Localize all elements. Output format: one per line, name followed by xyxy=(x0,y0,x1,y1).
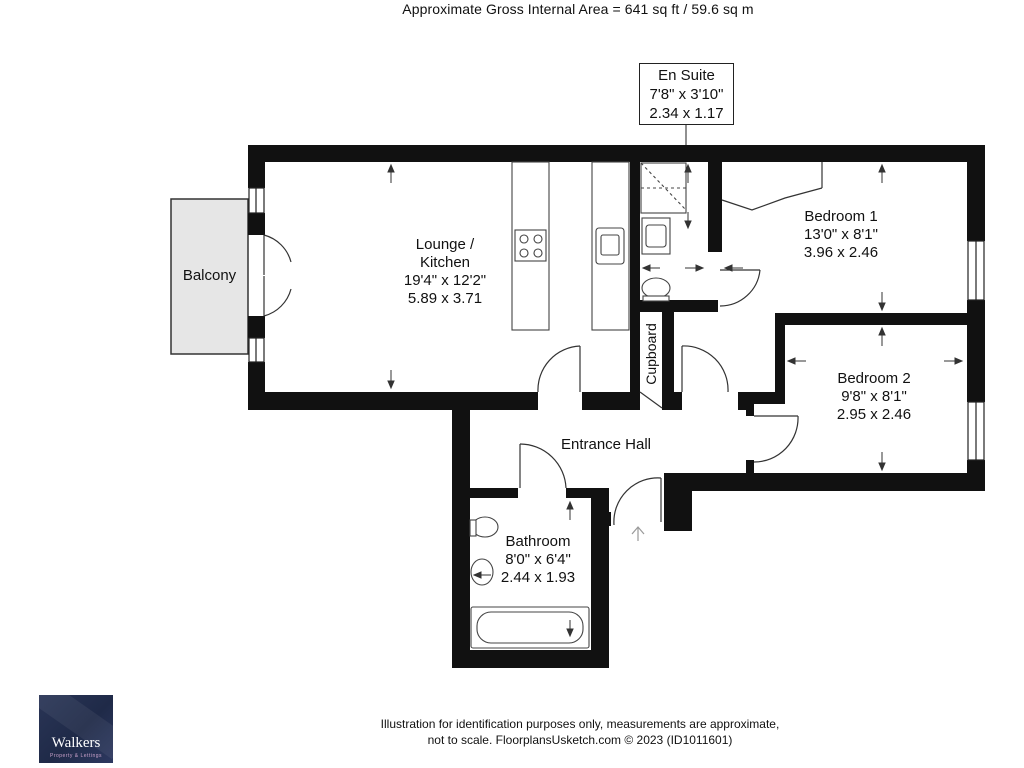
bedroom1-metric: 3.96 x 2.46 xyxy=(803,244,879,261)
bathroom-imperial: 8'0" x 6'4" xyxy=(505,551,571,568)
entrance-arrow-icon xyxy=(632,527,644,541)
disclaimer-line1: Illustration for identification purposes only, measurements are approximate, xyxy=(380,717,780,731)
bathroom-metric: 2.44 x 1.93 xyxy=(500,569,576,586)
bathroom-label xyxy=(483,533,593,587)
disclaimer-line2: not to scale. FloorplansUsketch.com © 2023 (ID1011601) xyxy=(427,733,733,747)
lounge-kitchen-label xyxy=(390,236,500,308)
balcony-name: Balcony xyxy=(182,267,237,284)
bedroom2-label xyxy=(819,370,929,424)
balcony-label xyxy=(171,267,248,285)
ensuite-metric: 2.34 x 1.17 xyxy=(649,105,724,122)
lounge-metric: 5.89 x 3.71 xyxy=(407,290,483,307)
bedroom2-name: Bedroom 2 xyxy=(837,370,911,387)
logo-tagline: Property & Lettings xyxy=(49,753,103,759)
walkers-logo xyxy=(39,695,113,763)
ensuite-name: En Suite xyxy=(658,67,715,84)
gross-area-heading: Approximate Gross Internal Area = 641 sq ft / 59.6 sq m xyxy=(402,1,754,17)
ensuite-imperial: 7'8" x 3'10" xyxy=(649,86,724,103)
disclaimer xyxy=(350,716,810,748)
entrance-hall-name: Entrance Hall xyxy=(560,436,652,453)
ensuite-fixtures xyxy=(641,163,686,301)
entrance-hall-label xyxy=(546,436,666,454)
lounge-name-line2: Kitchen xyxy=(419,254,471,271)
bedroom1-imperial: 13'0" x 8'1" xyxy=(804,226,878,243)
bedroom2-metric: 2.95 x 2.46 xyxy=(836,406,912,423)
bedroom1-name: Bedroom 1 xyxy=(804,208,878,225)
bedroom1-label xyxy=(786,208,896,262)
bathroom-name: Bathroom xyxy=(505,533,571,550)
ensuite-callout xyxy=(639,63,734,125)
logo-brand: Walkers xyxy=(51,735,101,751)
kitchen-fixtures xyxy=(512,162,629,330)
lounge-imperial: 19'4" x 12'2" xyxy=(403,272,487,289)
bedroom2-imperial: 9'8" x 8'1" xyxy=(841,388,907,405)
cupboard-label: Cupboard xyxy=(643,323,659,385)
lounge-name-line1: Lounge / xyxy=(415,236,475,253)
